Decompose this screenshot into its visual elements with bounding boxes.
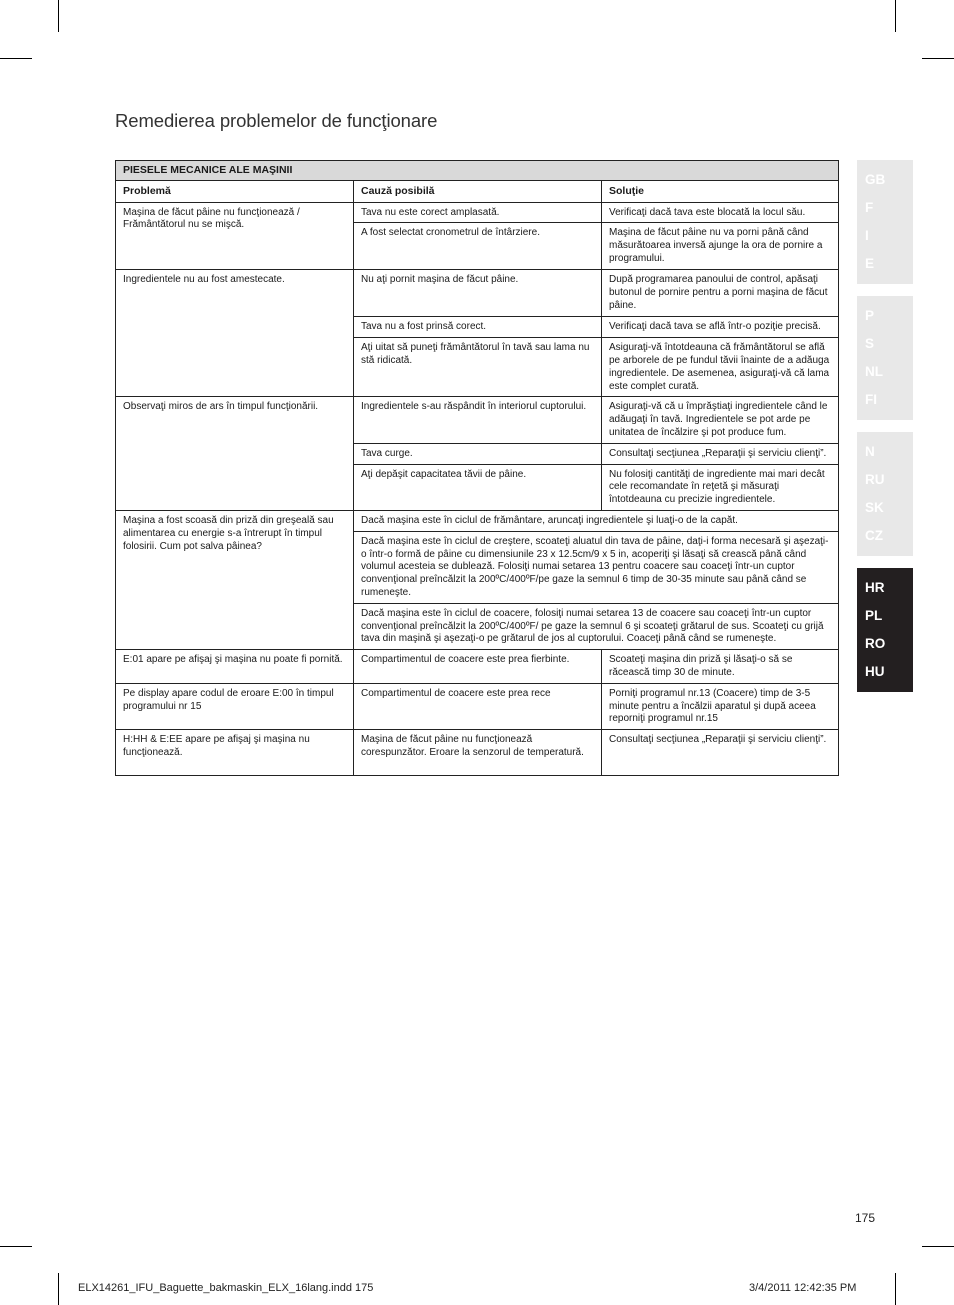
problem-cell: Pe display apare codul de eroare E:00 în timpul programului nr 15	[116, 683, 354, 729]
language-code: HR	[865, 580, 885, 595]
language-code: E	[865, 256, 875, 271]
cause-cell: Tava nu a fost prinsă corect.	[354, 317, 602, 338]
table-row	[116, 683, 839, 729]
language-code: NL	[865, 364, 883, 379]
solution-cell: Verificaţi dacă tava este blocată la locul său.	[602, 202, 839, 223]
language-code: S	[865, 336, 875, 351]
header-cause: Cauză posibilă	[354, 180, 602, 202]
language-code: SK	[865, 500, 884, 515]
solution-cell: Consultaţi secţiunea „Reparaţii şi serviciu clienţi”.	[602, 730, 839, 776]
footer-timestamp: 3/4/2011 12:42:35 PM	[749, 1282, 857, 1294]
page-title: Remedierea problemelor de funcţionare	[115, 110, 438, 131]
language-code: HU	[865, 664, 885, 679]
crop-mark	[895, 1273, 896, 1305]
crop-mark	[922, 1246, 954, 1247]
language-code: FI	[865, 392, 877, 407]
problem-cell: Ingredientele nu au fost amestecate.	[116, 270, 354, 397]
solution-cell: Asiguraţi-vă întotdeauna că frământătorul se află pe arborele de pe fundul tăvii înainte de a adăuga ingredientele. De asemenea, asiguraţi-vă că lama este complet curată.	[602, 338, 839, 397]
crop-mark	[58, 0, 59, 32]
solution-cell: Scoateţi maşina din priză şi lăsaţi-o să se răcească timp 30 de minute.	[602, 650, 839, 684]
note-cell: Dacă maşina este în ciclul de frământare, aruncaţi ingredientele şi luaţi-o de la capăt.	[354, 510, 839, 531]
problem-cell: Maşina de făcut pâine nu funcţionează / Frământătorul nu se mişcă.	[116, 202, 354, 270]
language-code: F	[865, 200, 874, 215]
solution-cell: Asiguraţi-vă că u împrăştiaţi ingredientele când le adăugaţi în tavă. Ingredientele se pot arde pe unitatea de încălzire şi pot produce fum.	[602, 397, 839, 443]
problem-cell: E:01 apare pe afişaj şi maşina nu poate fi pornită.	[116, 650, 354, 684]
solution-cell: Consultaţi secţiunea „Reparaţii şi serviciu clienţi”.	[602, 443, 839, 464]
language-group-active	[857, 568, 913, 692]
table-row	[116, 650, 839, 684]
cause-cell: Aţi depăşit capacitatea tăvii de pâine.	[354, 464, 602, 510]
language-code: RU	[865, 472, 885, 487]
page-number: 175	[855, 1211, 876, 1225]
solution-cell: Verificaţi dacă tava se află într-o poziţie precisă.	[602, 317, 839, 338]
language-group-3	[857, 432, 913, 556]
language-code: GB	[865, 172, 886, 187]
language-code: CZ	[865, 528, 883, 543]
cause-cell: Compartimentul de coacere este prea rece	[354, 683, 602, 729]
note-cell: Dacă maşina este în ciclul de coacere, folosiţi numai setarea 13 de coacere sau coaceţi într-un cuptor convenţional preîncălzit la 200ºC/400ºF/ pe gaze la semnul 6 şi scoateţi grătarul de sus. Scoateţi cu grijă tava din maşină şi aşezaţi-o pe grătarul de jos al cuptorului. Coaceţi până când se rumeneşte.	[354, 603, 839, 649]
solution-cell: După programarea panoului de control, apăsaţi butonul de pornire pentru a porni maşina de făcut pâine.	[602, 270, 839, 317]
solution-cell: Maşina de făcut pâine nu va porni până când măsurătoarea inversă ajunge la ora de pornire a programului.	[602, 223, 839, 270]
cause-cell: Maşina de făcut pâine nu funcţionează corespunzător. Eroare la senzorul de temperatură.	[354, 730, 602, 776]
troubleshooting-table	[115, 160, 839, 776]
cause-cell: Tava curge.	[354, 443, 602, 464]
language-code: RO	[865, 636, 886, 651]
cause-cell: Nu aţi pornit maşina de făcut pâine.	[354, 270, 602, 317]
crop-mark	[0, 1246, 32, 1247]
problem-cell: Observaţi miros de ars în timpul funcţionării.	[116, 397, 354, 511]
crop-mark	[895, 0, 896, 32]
table-row	[116, 510, 839, 531]
note-cell: Dacă maşina este în ciclul de creştere, scoateţi aluatul din tava de pâine, daţi-i forma necesară şi aşezaţi-o într-o formă de pâine cu dimensiunile 23 x 12.5cm/9 x 5 in, acoperiţi şi lăsaţi să crească până când volumul acesteia se dublează. Folosiţi numai setarea 13 pentru coacere sau coaceţi într-un cuptor convenţional preîncălzit la 200ºC/400ºF/pe gaze la semnul 6 timp de 30-35 minute sau până când se rumeneşte.	[354, 531, 839, 603]
language-code: N	[865, 444, 875, 459]
cause-cell: Ingredientele s-au răspândit în interiorul cuptorului.	[354, 397, 602, 443]
table-row	[116, 202, 839, 223]
table-row	[116, 730, 839, 776]
crop-mark	[0, 58, 32, 59]
footer-file-name: ELX14261_IFU_Baguette_bakmaskin_ELX_16lang.indd 175	[78, 1282, 374, 1294]
problem-cell: H:HH & E:EE apare pe afişaj şi maşina nu funcţionează.	[116, 730, 354, 776]
solution-cell: Nu folosiţi cantităţi de ingrediente mai mari decât cele recomandate în reţetă şi măsuraţi întotdeauna cu precizie ingredientele.	[602, 464, 839, 510]
crop-mark	[922, 58, 954, 59]
cause-cell: A fost selectat cronometrul de întârziere.	[354, 223, 602, 270]
section-title: PIESELE MECANICE ALE MAŞINII	[116, 161, 839, 181]
cause-cell: Compartimentul de coacere este prea fierbinte.	[354, 650, 602, 684]
table-row	[116, 397, 839, 443]
header-problem: Problemă	[116, 180, 354, 202]
language-group-1	[857, 160, 913, 284]
solution-cell: Porniţi programul nr.13 (Coacere) timp de 3-5 minute pentru a încălzii aparatul şi după aceea reporniţi programul nr.15	[602, 683, 839, 729]
language-code: I	[865, 228, 869, 243]
crop-mark	[58, 1273, 59, 1305]
header-solution: Soluţie	[602, 180, 839, 202]
cause-cell: Tava nu este corect amplasată.	[354, 202, 602, 223]
language-group-2	[857, 296, 913, 420]
cause-cell: Aţi uitat să puneţi frământătorul în tavă sau lama nu stă ridicată.	[354, 338, 602, 397]
problem-cell: Maşina a fost scoasă din priză din greşeală sau alimentarea cu energie s-a întrerupt în timpul folosirii. Cum pot salva pâinea?	[116, 510, 354, 649]
language-code: PL	[865, 608, 883, 623]
language-code: P	[865, 308, 875, 323]
table-row	[116, 270, 839, 317]
